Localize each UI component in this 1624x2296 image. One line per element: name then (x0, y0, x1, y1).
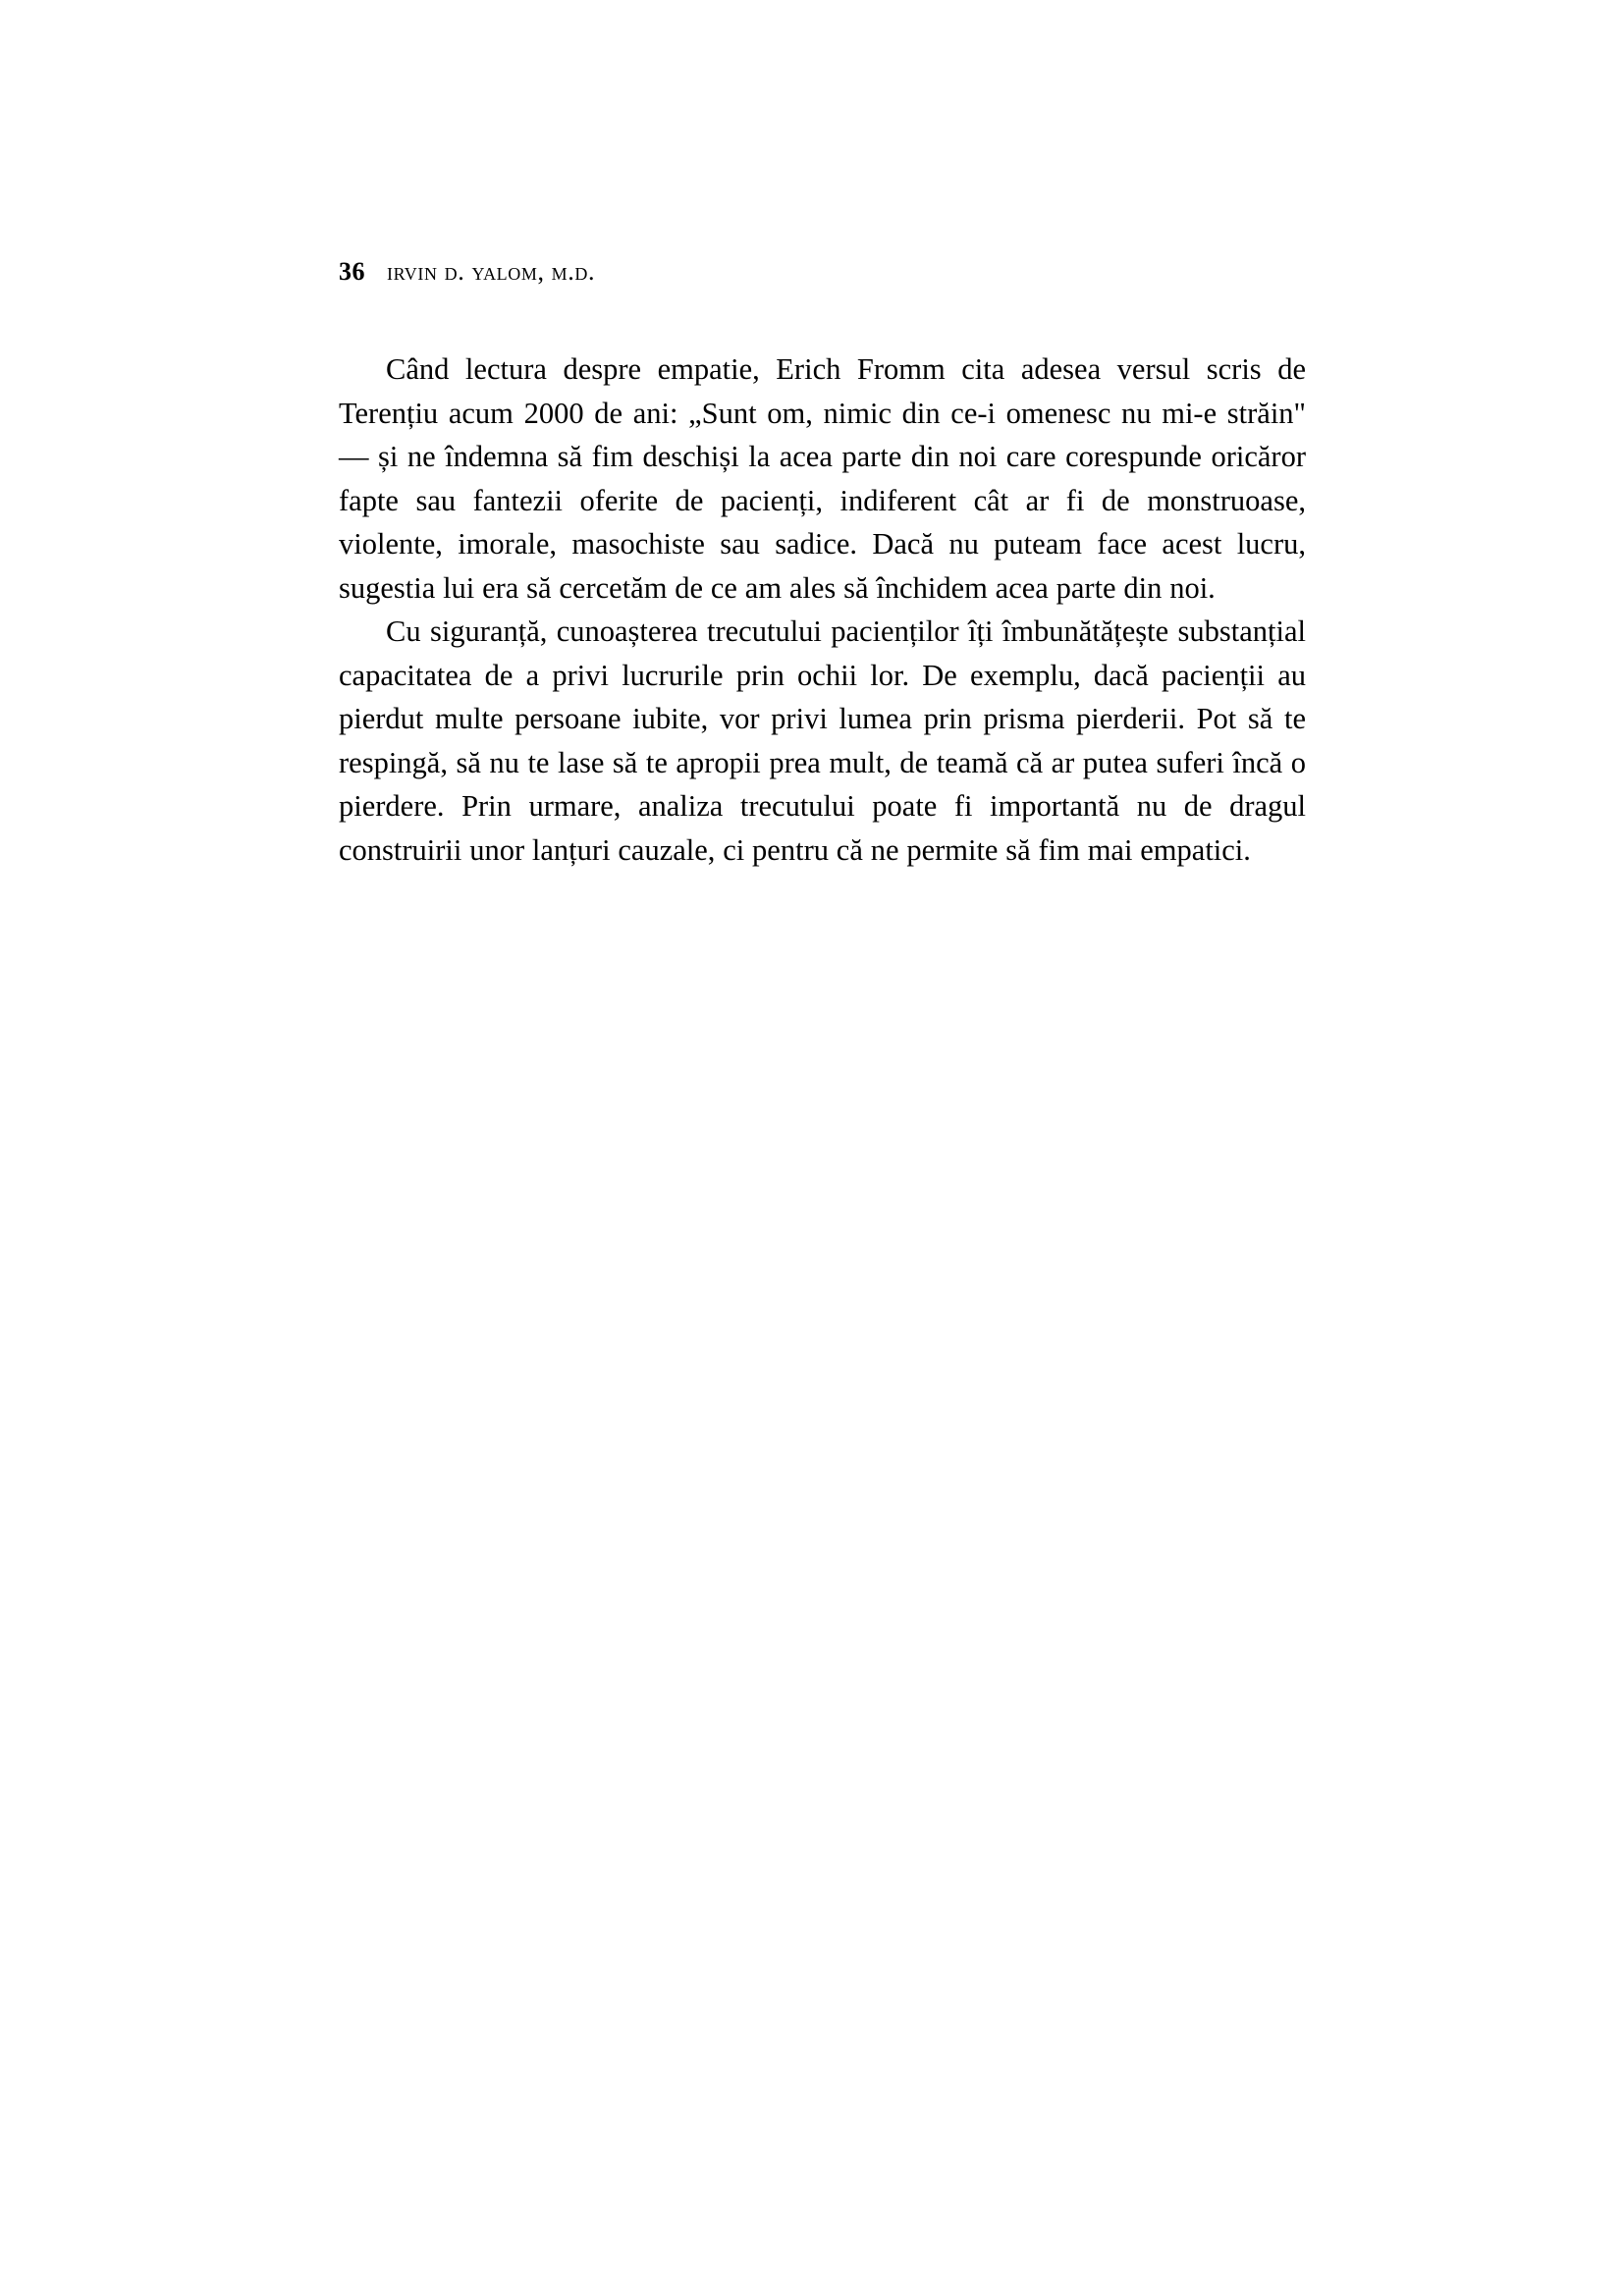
body-paragraph-2: Cu siguranță, cunoașterea trecutului pacienților îți îmbunătățește substanțial capacitatea de a privi lucrurile prin ochii lor. De exemplu, dacă pacienții au pierdut multe persoane iubite, vor privi lumea prin prisma pierderii. Pot să te respingă, să nu te lase să te apropii prea mult, de teamă că ar putea suferi încă o pierdere. Prin urmare, analiza trecutului poate fi importantă nu de dragul construirii unor lanțuri cauzale, ci pentru că ne permite să fim mai empatici. (339, 614, 1306, 867)
page-content (339, 257, 1306, 872)
running-head-author: irvin d. yalom, m.d. (387, 257, 596, 286)
body-paragraph-1: Când lectura despre empatie, Erich Fromm cita adesea versul scris de Terențiu acum 2000 de ani: „Sunt om, nimic din ce-i omenesc nu mi-e străin" — și ne îndemna să fim deschiși la acea parte din noi care corespunde oricăror fapte sau fantezii oferite de pacienți, indiferent cât ar fi de monstruoase, violente, imorale, masochiste sau sadice. Dacă nu puteam face acest lucru, sugestia lui era să cercetăm de ce am ales să închidem acea parte din noi. (339, 352, 1306, 605)
page-header (339, 257, 1306, 287)
page-number: 36 (339, 257, 365, 286)
